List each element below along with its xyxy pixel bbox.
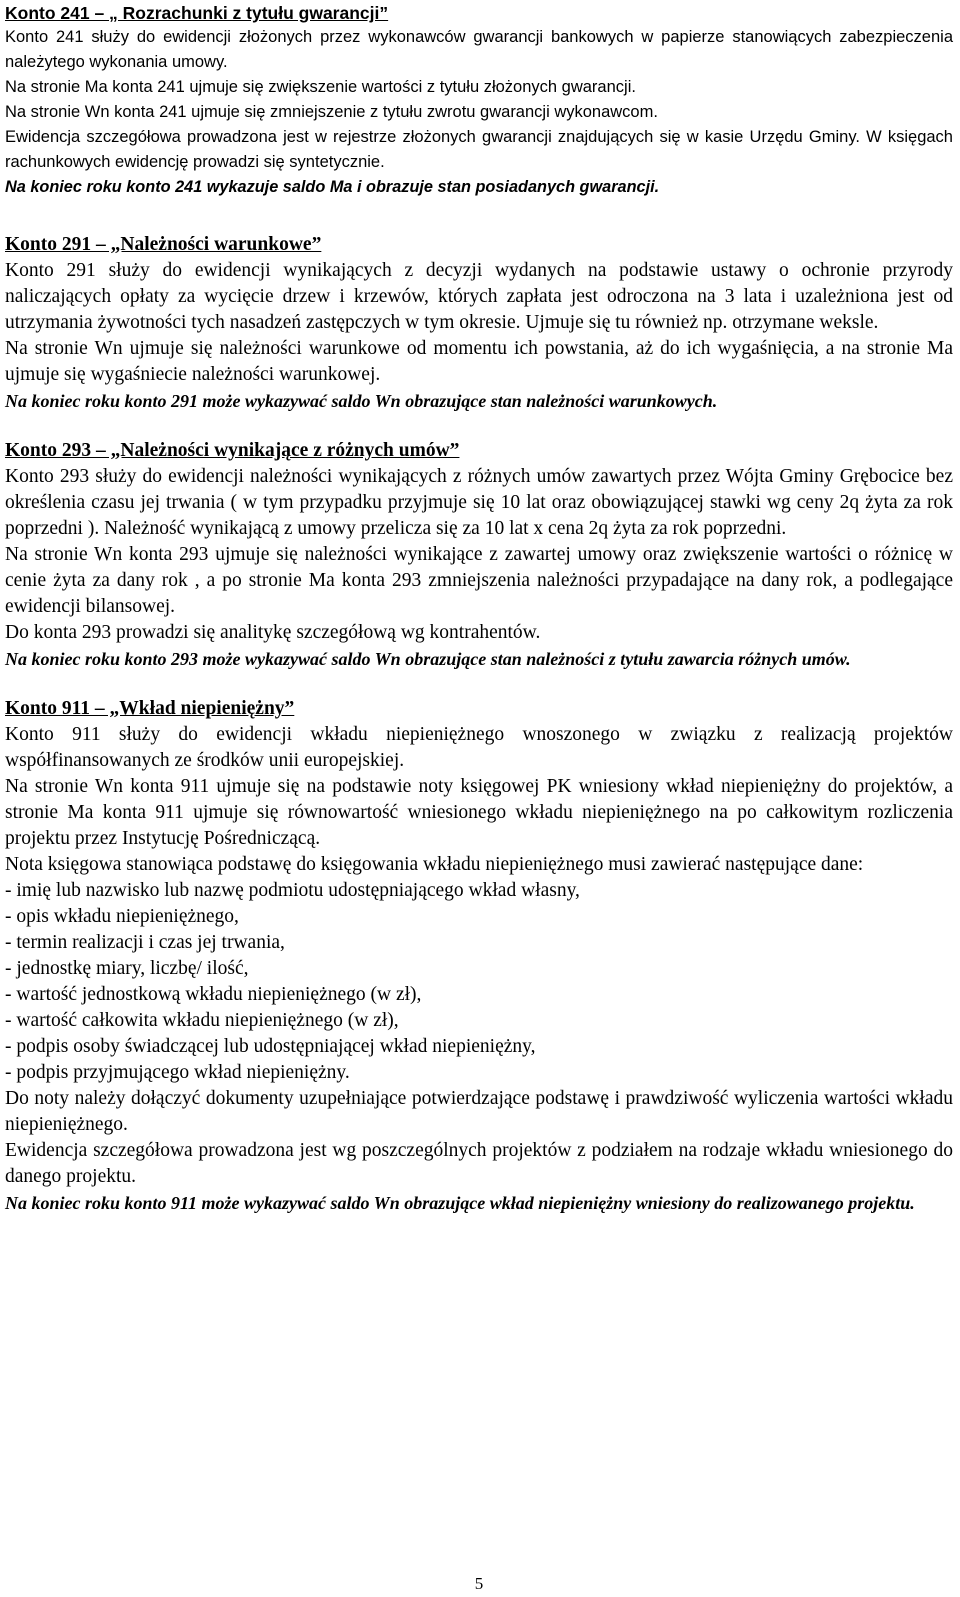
list-item: - jednostkę miary, liczbę/ ilość, <box>5 958 249 979</box>
section-konto-911 <box>5 696 953 1216</box>
document-page <box>5 0 953 1593</box>
section-heading: Konto 911 – „Wkład niepieniężny” <box>5 698 295 719</box>
paragraph: Na stronie Wn konta 293 ujmuje się należności wynikające z zawartej umowy oraz zwiększenie wartości o różnicę w cenie żyta za dany rok , a po stronie Ma konta 293 zmniejszenia należności przypadające na dany rok, a podlegające ewidencji bilansowej. <box>5 544 953 617</box>
list-item: - wartość jednostkową wkładu niepieniężnego (w zł), <box>5 984 422 1005</box>
section-konto-241 <box>5 0 953 200</box>
paragraph: Ewidencja szczegółowa prowadzona jest wg poszczególnych projektów z podziałem na rodzaje wkładu wniesionego do danego projektu. <box>5 1140 953 1187</box>
section-konto-291 <box>5 232 953 414</box>
paragraph: Na stronie Wn konta 911 ujmuje się na podstawie noty księgowej PK wniesiony wkład niepieniężny do projektów, a stronie Ma konta 911 ujmuje się równowartość wniesionego wkładu niepieniężnego na po całkowitym rozliczenia projektu przez Instytucję Pośredniczącą. <box>5 776 953 849</box>
section-conclusion: Na koniec roku konto 241 wykazuje saldo Ma i obrazuje stan posiadanych gwarancji. <box>5 178 660 196</box>
section-heading: Konto 293 – „Należności wynikające z różnych umów” <box>5 440 460 461</box>
section-konto-293 <box>5 438 953 672</box>
paragraph: Konto 293 służy do ewidencji należności wynikających z różnych umów zawartych przez Wójta Gminy Grębocice bez określenia czasu jej trwania ( w tym przypadku przyjmuje się 10 lat oraz obowiązującej stawki wg ceny 2q żyta za rok poprzedni ). Należność wynikającą z umowy przelicza się za 10 lat x cena 2q żyta za rok poprzedni. <box>5 466 953 539</box>
list-item: - opis wkładu niepieniężnego, <box>5 906 239 927</box>
paragraph: Ewidencja szczegółowa prowadzona jest w rejestrze złożonych gwarancji znajdujących się w kasie Urzędu Gminy. W księgach rachunkowych ewidencję prowadzi się syntetycznie. <box>5 128 953 171</box>
paragraph: Konto 911 służy do ewidencji wkładu niepieniężnego wnoszonego w związku z realizacją projektów współfinansowanych ze środków unii europejskiej. <box>5 724 953 771</box>
list-item: - podpis osoby świadczącej lub udostępniającej wkład niepieniężny, <box>5 1036 536 1057</box>
list-item: - imię lub nazwisko lub nazwę podmiotu udostępniającego wkład własny, <box>5 880 580 901</box>
section-conclusion: Na koniec roku konto 911 może wykazywać saldo Wn obrazujące wkład niepieniężny wniesiony do realizowanego projektu. <box>5 1193 915 1213</box>
paragraph: Do konta 293 prowadzi się analitykę szczegółową wg kontrahentów. <box>5 622 541 643</box>
list-item: - termin realizacji i czas jej trwania, <box>5 932 285 953</box>
paragraph: Nota księgowa stanowiąca podstawę do księgowania wkładu niepieniężnego musi zawierać następujące dane: <box>5 854 864 875</box>
page-number: 5 <box>474 1574 484 1593</box>
list-item: - wartość całkowita wkładu niepieniężnego (w zł), <box>5 1010 399 1031</box>
section-conclusion: Na koniec roku konto 293 może wykazywać saldo Wn obrazujące stan należności z tytułu zawarcia różnych umów. <box>5 649 851 669</box>
paragraph: Konto 241 służy do ewidencji złożonych przez wykonawców gwarancji bankowych w papierze stanowiących zabezpieczenia należytego wykonania umowy. <box>5 28 953 71</box>
paragraph: Konto 291 służy do ewidencji wynikających z decyzji wydanych na podstawie ustawy o ochronie przyrody naliczających opłaty za wycięcie drzew i krzewów, których zapłata jest odroczona na 3 lata i uzależniona jest od utrzymania żywotności tych nasadzeń zastępczych w tym okresie. Ujmuje się tu również np. otrzymane weksle. <box>5 260 953 333</box>
paragraph: Do noty należy dołączyć dokumenty uzupełniające potwierdzające podstawę i prawdziwość wyliczenia wartości wkładu niepieniężnego. <box>5 1088 953 1135</box>
paragraph: Na stronie Wn konta 241 ujmuje się zmniejszenie z tytułu zwrotu gwarancji wykonawcom. <box>5 103 658 121</box>
paragraph: Na stronie Wn ujmuje się należności warunkowe od momentu ich powstania, aż do ich wygaśnięcia, a na stronie Ma ujmuje się wygaśniecie należności warunkowej. <box>5 338 953 385</box>
section-conclusion: Na koniec roku konto 291 może wykazywać saldo Wn obrazujące stan należności warunkowych. <box>5 391 718 411</box>
section-heading: Konto 241 – „ Rozrachunki z tytułu gwarancji” <box>5 3 389 23</box>
section-heading: Konto 291 – „Należności warunkowe” <box>5 234 322 255</box>
list-item: - podpis przyjmującego wkład niepieniężny. <box>5 1062 350 1083</box>
paragraph: Na stronie Ma konta 241 ujmuje się zwiększenie wartości z tytułu złożonych gwarancji. <box>5 78 636 96</box>
